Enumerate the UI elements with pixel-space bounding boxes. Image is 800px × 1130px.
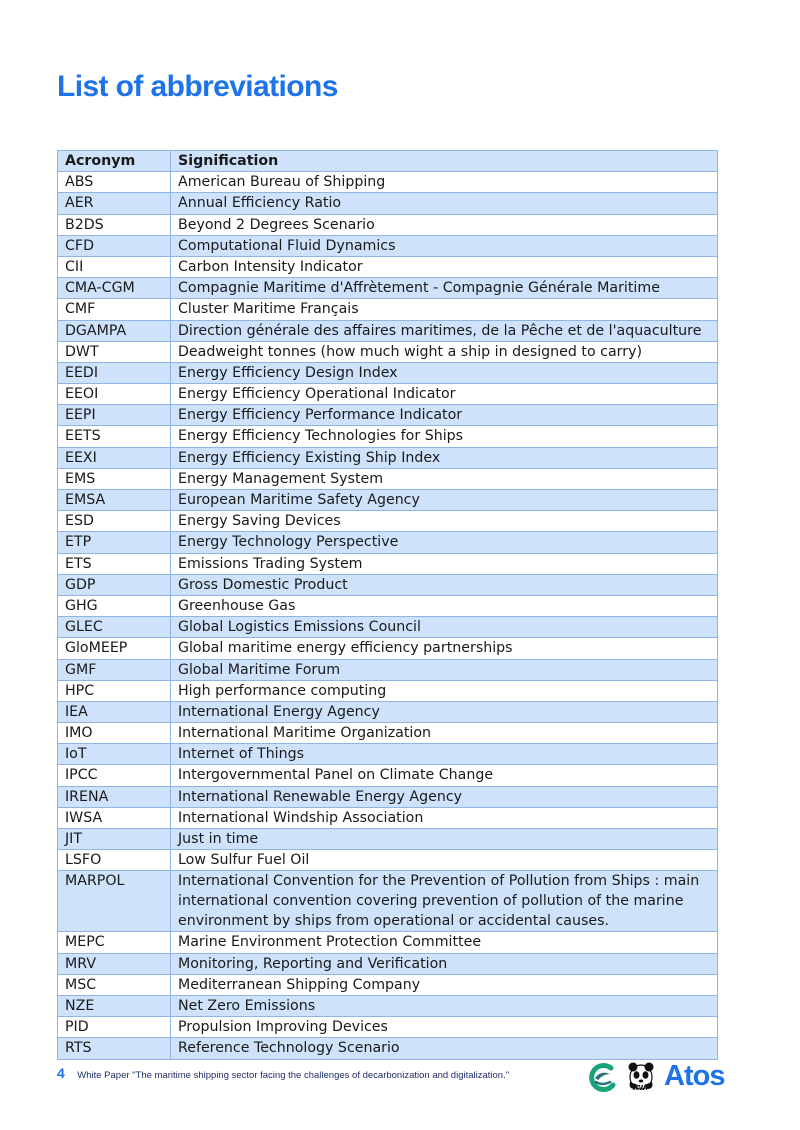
signification-cell: Energy Efficiency Technologies for Ships — [171, 426, 718, 447]
table-row — [58, 278, 718, 299]
acronym-cell: CMA-CGM — [58, 278, 171, 299]
table-row — [58, 362, 718, 383]
signification-cell: Global maritime energy efficiency partnerships — [171, 638, 718, 659]
table-row — [58, 850, 718, 871]
table-row — [58, 744, 718, 765]
signification-cell: Cluster Maritime Français — [171, 299, 718, 320]
atos-logo-text: Atos — [664, 1060, 725, 1092]
atos-logo — [664, 1062, 744, 1092]
acronym-cell: B2DS — [58, 214, 171, 235]
table-header-row — [58, 151, 718, 172]
signification-cell: Direction générale des affaires maritimes, de la Pêche et de l'aquaculture — [171, 320, 718, 341]
acronym-cell: NZE — [58, 995, 171, 1016]
table-row — [58, 405, 718, 426]
signification-cell: International Convention for the Prevention of Pollution from Ships : main international convention covering prevention of pollution of the marine environment by ships from operational or accidental causes. — [171, 871, 718, 932]
acronym-cell: GLEC — [58, 617, 171, 638]
table-row — [58, 807, 718, 828]
signification-cell: Monitoring, Reporting and Verification — [171, 953, 718, 974]
acronym-cell: EEDI — [58, 362, 171, 383]
table-row — [58, 638, 718, 659]
signification-cell: High performance computing — [171, 680, 718, 701]
acronym-cell: JIT — [58, 829, 171, 850]
table-row — [58, 659, 718, 680]
table-row — [58, 974, 718, 995]
abbreviations-table — [57, 150, 718, 1060]
table-row — [58, 932, 718, 953]
signification-cell: Deadweight tonnes (how much wight a ship in designed to carry) — [171, 341, 718, 362]
signification-cell: Compagnie Maritime d'Affrètement - Compagnie Générale Maritime — [171, 278, 718, 299]
acronym-cell: HPC — [58, 680, 171, 701]
acronym-cell: IPCC — [58, 765, 171, 786]
signification-cell: European Maritime Safety Agency — [171, 490, 718, 511]
table-row — [58, 680, 718, 701]
table-row — [58, 1017, 718, 1038]
signification-cell: Global Logistics Emissions Council — [171, 617, 718, 638]
table-row — [58, 595, 718, 616]
signification-cell: American Bureau of Shipping — [171, 172, 718, 193]
acronym-cell: EEPI — [58, 405, 171, 426]
signification-cell: Low Sulfur Fuel Oil — [171, 850, 718, 871]
signification-cell: Energy Technology Perspective — [171, 532, 718, 553]
signification-cell: Annual Efficiency Ratio — [171, 193, 718, 214]
acronym-cell: MSC — [58, 974, 171, 995]
column-header-acronym: Acronym — [58, 151, 171, 172]
acronym-cell: GDP — [58, 574, 171, 595]
wwf-logo-text: WWF — [632, 1085, 650, 1092]
signification-cell: Gross Domestic Product — [171, 574, 718, 595]
acronym-cell: DWT — [58, 341, 171, 362]
leaf-wave-logo-icon — [586, 1060, 616, 1094]
table-row — [58, 786, 718, 807]
acronym-cell: EMSA — [58, 490, 171, 511]
table-row — [58, 384, 718, 405]
signification-cell: Mediterranean Shipping Company — [171, 974, 718, 995]
table-row — [58, 871, 718, 932]
table-row — [58, 214, 718, 235]
acronym-cell: EEXI — [58, 447, 171, 468]
page-number: 4 — [57, 1065, 65, 1081]
table-row — [58, 701, 718, 722]
acronym-cell: LSFO — [58, 850, 171, 871]
acronym-cell: IRENA — [58, 786, 171, 807]
table-row — [58, 532, 718, 553]
signification-cell: Intergovernmental Panel on Climate Change — [171, 765, 718, 786]
signification-cell: Energy Efficiency Design Index — [171, 362, 718, 383]
acronym-cell: PID — [58, 1017, 171, 1038]
table-row — [58, 468, 718, 489]
signification-cell: International Maritime Organization — [171, 723, 718, 744]
page-footer — [57, 1065, 509, 1083]
table-row — [58, 829, 718, 850]
partner-logos — [586, 1058, 746, 1098]
acronym-cell: EMS — [58, 468, 171, 489]
acronym-cell: RTS — [58, 1038, 171, 1059]
table-row — [58, 320, 718, 341]
signification-cell: Just in time — [171, 829, 718, 850]
table-row — [58, 995, 718, 1016]
acronym-cell: EEOI — [58, 384, 171, 405]
signification-cell: Greenhouse Gas — [171, 595, 718, 616]
table-row — [58, 235, 718, 256]
signification-cell: Beyond 2 Degrees Scenario — [171, 214, 718, 235]
signification-cell: Global Maritime Forum — [171, 659, 718, 680]
acronym-cell: ESD — [58, 511, 171, 532]
signification-cell: International Energy Agency — [171, 701, 718, 722]
table-row — [58, 490, 718, 511]
table-row — [58, 426, 718, 447]
signification-cell: Propulsion Improving Devices — [171, 1017, 718, 1038]
acronym-cell: MEPC — [58, 932, 171, 953]
table-row — [58, 765, 718, 786]
signification-cell: Energy Management System — [171, 468, 718, 489]
acronym-cell: IoT — [58, 744, 171, 765]
acronym-cell: ABS — [58, 172, 171, 193]
table-row — [58, 574, 718, 595]
table-row — [58, 193, 718, 214]
table-row — [58, 617, 718, 638]
signification-cell: Computational Fluid Dynamics — [171, 235, 718, 256]
signification-cell: Energy Efficiency Performance Indicator — [171, 405, 718, 426]
acronym-cell: ETS — [58, 553, 171, 574]
signification-cell: Net Zero Emissions — [171, 995, 718, 1016]
signification-cell: Carbon Intensity Indicator — [171, 256, 718, 277]
acronym-cell: AER — [58, 193, 171, 214]
signification-cell: Emissions Trading System — [171, 553, 718, 574]
acronym-cell: CFD — [58, 235, 171, 256]
acronym-cell: IEA — [58, 701, 171, 722]
acronym-cell: GloMEEP — [58, 638, 171, 659]
acronym-cell: EETS — [58, 426, 171, 447]
table-row — [58, 723, 718, 744]
signification-cell: Energy Efficiency Existing Ship Index — [171, 447, 718, 468]
signification-cell: Internet of Things — [171, 744, 718, 765]
table-row — [58, 1038, 718, 1059]
signification-cell: International Windship Association — [171, 807, 718, 828]
table-row — [58, 299, 718, 320]
acronym-cell: IMO — [58, 723, 171, 744]
table-row — [58, 953, 718, 974]
acronym-cell: ETP — [58, 532, 171, 553]
acronym-cell: CMF — [58, 299, 171, 320]
table-body — [58, 172, 718, 1059]
column-header-signification: Signification — [171, 151, 718, 172]
signification-cell: Reference Technology Scenario — [171, 1038, 718, 1059]
page-title: List of abbreviations — [57, 70, 338, 103]
signification-cell: Marine Environment Protection Committee — [171, 932, 718, 953]
table-row — [58, 256, 718, 277]
footer-text: White Paper "The maritime shipping sector facing the challenges of decarbonization and digitalization." — [77, 1070, 510, 1081]
acronym-cell: CII — [58, 256, 171, 277]
table-row — [58, 341, 718, 362]
acronym-cell: DGAMPA — [58, 320, 171, 341]
signification-cell: Energy Saving Devices — [171, 511, 718, 532]
signification-cell: Energy Efficiency Operational Indicator — [171, 384, 718, 405]
acronym-cell: IWSA — [58, 807, 171, 828]
acronym-cell: MARPOL — [58, 871, 171, 932]
acronym-cell: MRV — [58, 953, 171, 974]
acronym-cell: GMF — [58, 659, 171, 680]
signification-cell: International Renewable Energy Agency — [171, 786, 718, 807]
table-row — [58, 553, 718, 574]
table-row — [58, 172, 718, 193]
table-row — [58, 511, 718, 532]
acronym-cell: GHG — [58, 595, 171, 616]
table-row — [58, 447, 718, 468]
